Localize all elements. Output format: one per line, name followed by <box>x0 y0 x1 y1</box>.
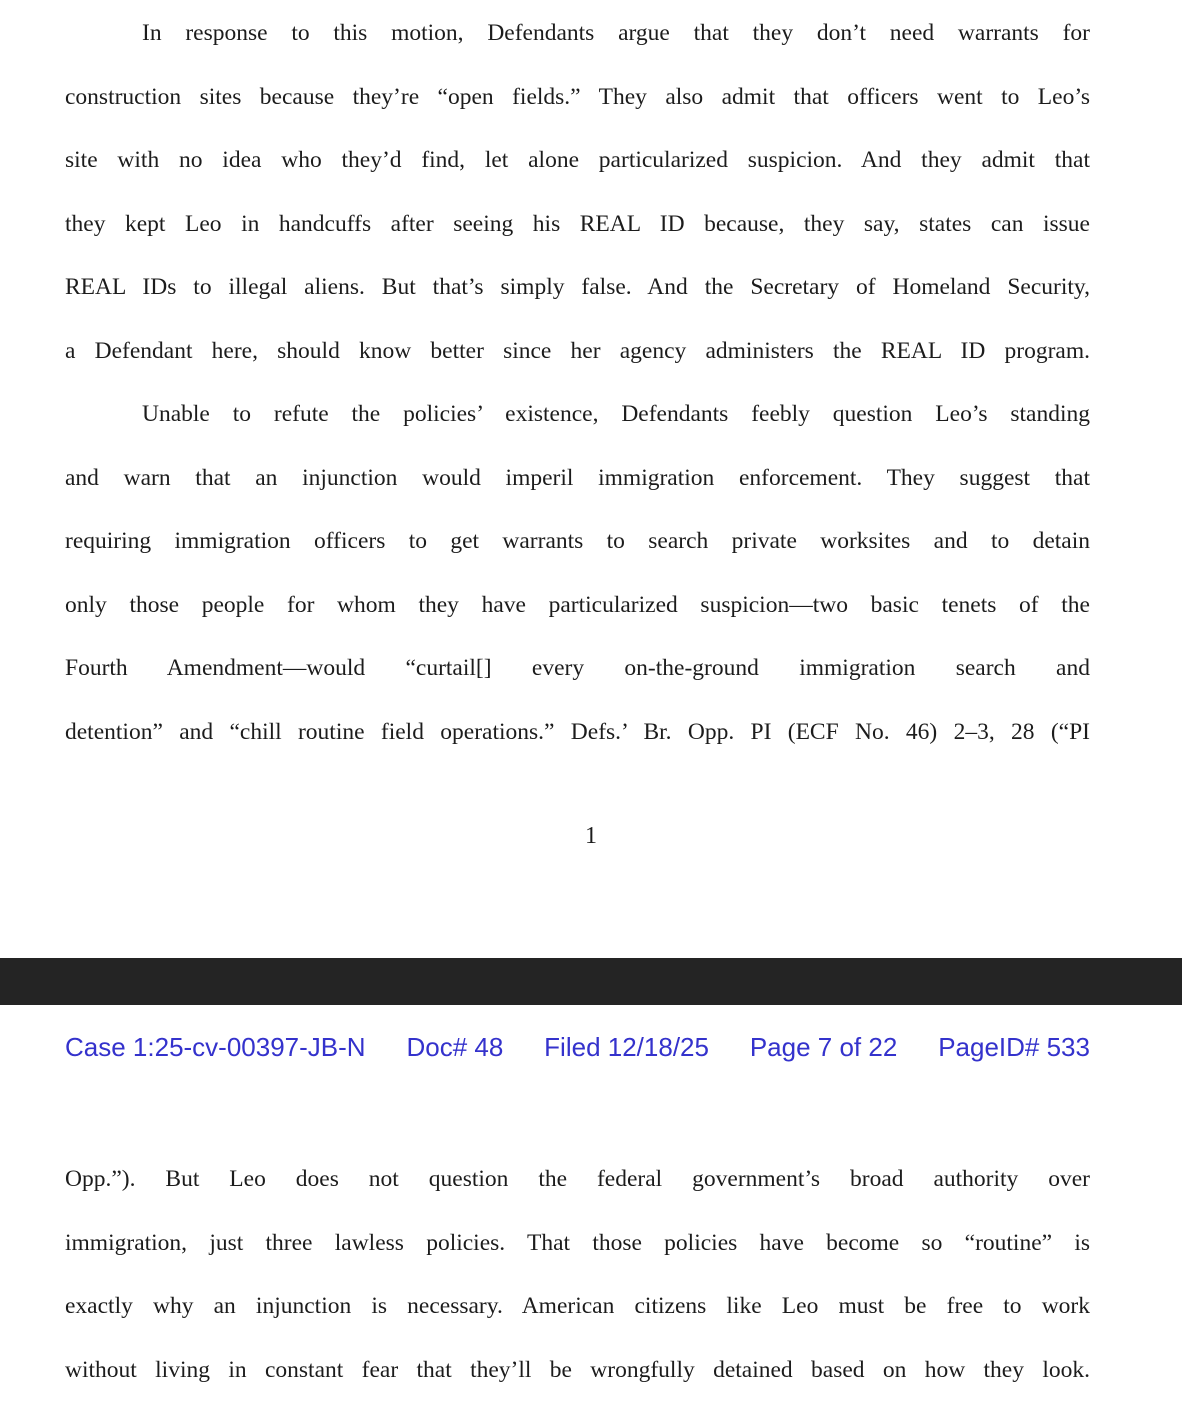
body-text-line: In response to this motion, Defendants argue that they don’t need warrants for <box>142 20 1090 46</box>
stamp-filed-date: Filed 12/18/25 <box>544 1032 709 1062</box>
body-text-line: immigration, just three lawless policies. That those policies have become so “routine” is <box>65 1229 1090 1256</box>
stamp-case-number: Case 1:25-cv-00397-JB-N <box>65 1032 366 1062</box>
paragraph <box>65 1148 1090 1402</box>
stamp-doc-number: Doc# 48 <box>406 1032 504 1062</box>
stamp-page-count: Page 7 of 22 <box>749 1032 898 1062</box>
body-text-line: only those people for whom they have particularized suspicion—two basic tenets of the <box>65 591 1090 618</box>
body-text-line: exactly why an injunction is necessary. American citizens like Leo must be free to work <box>65 1293 1090 1319</box>
document-page-1 <box>65 2 1090 764</box>
paragraph <box>65 383 1090 764</box>
body-text-line: REAL IDs to illegal aliens. But that’s simply false. And the Secretary of Homeland Security, <box>65 274 1090 300</box>
body-text-line: without living in constant fear that they’ll be wrongfully detained based on how they look. <box>65 1356 1090 1383</box>
page-number: 1 <box>585 823 597 849</box>
page-separator <box>0 958 1182 1005</box>
body-text-line: they kept Leo in handcuffs after seeing his REAL ID because, they say, states can issue <box>65 210 1090 237</box>
body-text-line: Unable to refute the policies’ existence, Defendants feebly question Leo’s standing <box>142 401 1090 427</box>
body-text-line: a Defendant here, should know better since her agency administers the REAL ID program. <box>65 337 1090 364</box>
body-text-line: site with no idea who they’d find, let alone particularized suspicion. And they admit that <box>65 147 1090 173</box>
body-text-line: Opp.”). But Leo does not question the federal government’s broad authority over <box>65 1166 1090 1192</box>
body-text-line: detention” and “chill routine field operations.” Defs.’ Br. Opp. PI (ECF No. 46) 2–3, 28 (“PI <box>65 718 1090 745</box>
body-text-line: requiring immigration officers to get warrants to search private worksites and to detain <box>65 528 1090 554</box>
body-text-line: Fourth Amendment—would “curtail[] every on-the-ground immigration search and <box>65 655 1090 681</box>
body-text-line: and warn that an injunction would imperil immigration enforcement. They suggest that <box>65 464 1090 491</box>
body-text-line: construction sites because they’re “open fields.” They also admit that officers went to Leo’s <box>65 83 1090 110</box>
paragraph <box>65 2 1090 383</box>
document-page-2 <box>65 1148 1090 1402</box>
case-stamp <box>65 1030 1090 1064</box>
stamp-page-id: PageID# 533 <box>938 1032 1090 1062</box>
